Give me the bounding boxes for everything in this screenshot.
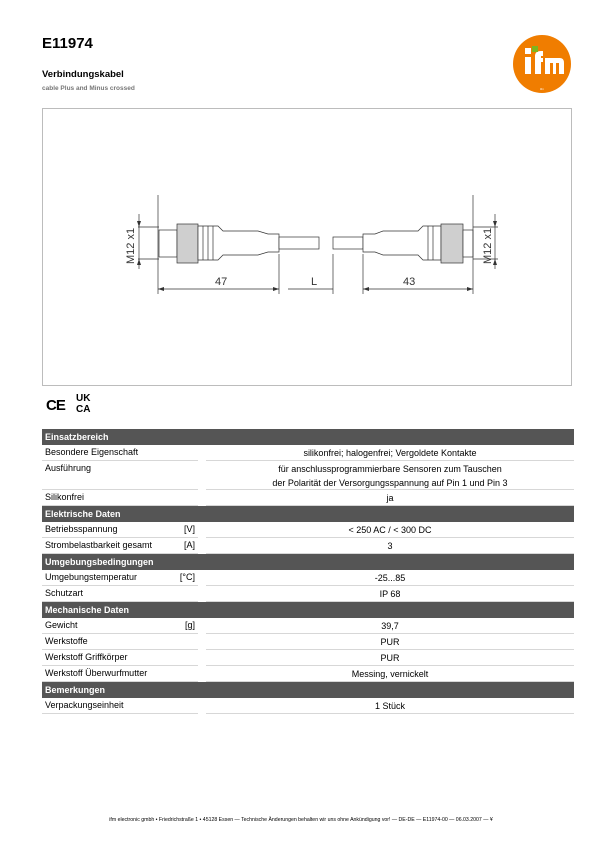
left-knurled-nut [177,224,198,263]
product-title: Verbindungskabel [42,69,124,80]
spec-row [42,570,574,586]
spec-row [42,586,574,602]
thread-label-left: M12 x1 [125,227,137,264]
spec-unit [165,698,195,699]
spec-value-line: silikonfrei; halogenfrei; Vergoldete Kontakte [303,448,477,458]
dim-label-43: 43 [403,276,416,288]
spec-label: Werkstoff Überwurfmutter [45,668,148,678]
spec-value [206,461,574,490]
product-subtitle: cable Plus and Minus crossed [42,85,135,92]
spec-value [206,618,574,634]
thread-label-right: M12 x1 [482,227,494,264]
spec-row [42,461,574,490]
spec-unit: [°C] [179,572,195,582]
logo-wordmark: ifm [540,87,544,91]
spec-label: Gewicht [45,620,78,630]
spec-label: Ausführung [45,463,92,473]
spec-row [42,650,574,666]
spec-row [42,666,574,682]
ce-mark: CE [46,397,65,414]
spec-row [42,445,574,461]
spec-label: Verpackungseinheit [45,700,124,710]
spec-unit [165,445,195,446]
spec-unit: [A] [183,540,195,550]
spec-unit: [V] [183,524,195,534]
spec-row [42,634,574,650]
left-cable [279,237,319,249]
spec-value [206,490,574,506]
spec-row [42,538,574,554]
spec-value [206,634,574,650]
section-header [42,682,574,698]
spec-value-line: 1 Stück [374,701,405,711]
spec-value [206,538,574,554]
spec-value [206,666,574,682]
spec-value-line: Messing, vernickelt [351,669,429,679]
section-title: Bemerkungen [42,682,574,698]
footer [0,817,602,823]
spec-value-line: PUR [380,637,400,647]
left-thread [159,230,177,257]
right-knurled-nut [441,224,463,263]
spec-value [206,570,574,586]
certification-marks [46,395,106,415]
dim-label-47: 47 [215,276,228,288]
spec-unit [165,461,195,462]
spec-value-line: ja [386,493,394,503]
spec-value-line: < 250 AC / < 300 DC [348,525,432,535]
ifm-logo [512,34,572,94]
left-grip [198,226,279,260]
ukca-mark-ca: CA [76,404,91,415]
footer-suffix: ¥ [489,817,493,823]
section-title: Einsatzbereich [42,429,574,445]
right-grip [363,226,441,260]
spec-row [42,698,574,714]
section-title: Umgebungsbedingungen [42,554,574,570]
spec-label: Werkstoffe [45,636,88,646]
spec-label: Betriebsspannung [45,524,118,534]
spec-unit [165,666,195,667]
spec-unit [165,650,195,651]
spec-label: Schutzart [45,588,84,598]
spec-value-line: -25...85 [374,573,406,583]
section-header [42,602,574,618]
spec-value-line: PUR [380,653,400,663]
spec-value [206,650,574,666]
dim-label-l: L [311,276,318,288]
spec-unit [165,586,195,587]
technical-drawing [42,108,572,386]
spec-label: Besondere Eigenschaft [45,447,139,457]
product-code: E11974 [42,35,93,52]
spec-row [42,490,574,506]
spec-unit [165,490,195,491]
spec-row [42,618,574,634]
spec-unit [165,634,195,635]
section-header [42,554,574,570]
spec-unit: [g] [184,620,195,630]
footer-text: ifm electronic gmbh • Friedrichstraße 1 • 45128 Essen — Technische Änderungen behalten wir uns ohne Ankündigung vor! — DE-DE — E11974-00 — 06.03.2007 — [109,817,489,823]
spec-value [206,698,574,714]
right-socket [463,230,473,257]
spec-value-line: IP 68 [379,589,401,599]
spec-value [206,586,574,602]
spec-label: Umgebungstemperatur [45,572,138,582]
right-cable [333,237,363,249]
ukca-mark-uk: UK [76,393,91,404]
spec-row [42,522,574,538]
spec-value-line: der Polarität der Versorgungsspannung auf Pin 1 und Pin 3 [272,478,508,488]
spec-value-line: 39,7 [381,621,399,631]
section-title: Elektrische Daten [42,506,574,522]
spec-value-line: 3 [387,541,393,551]
spec-label: Silikonfrei [45,492,85,502]
spec-value-line: für anschlussprogrammierbare Sensoren zum Tauschen [278,464,502,474]
cable-drawing-svg [43,109,571,385]
section-header [42,506,574,522]
section-title: Mechanische Daten [42,602,574,618]
spec-label: Strombelastbarkeit gesamt [45,540,153,550]
section-header [42,429,574,445]
spec-value [206,445,574,461]
spec-table [42,429,574,714]
spec-value [206,522,574,538]
spec-label: Werkstoff Griffkörper [45,652,128,662]
